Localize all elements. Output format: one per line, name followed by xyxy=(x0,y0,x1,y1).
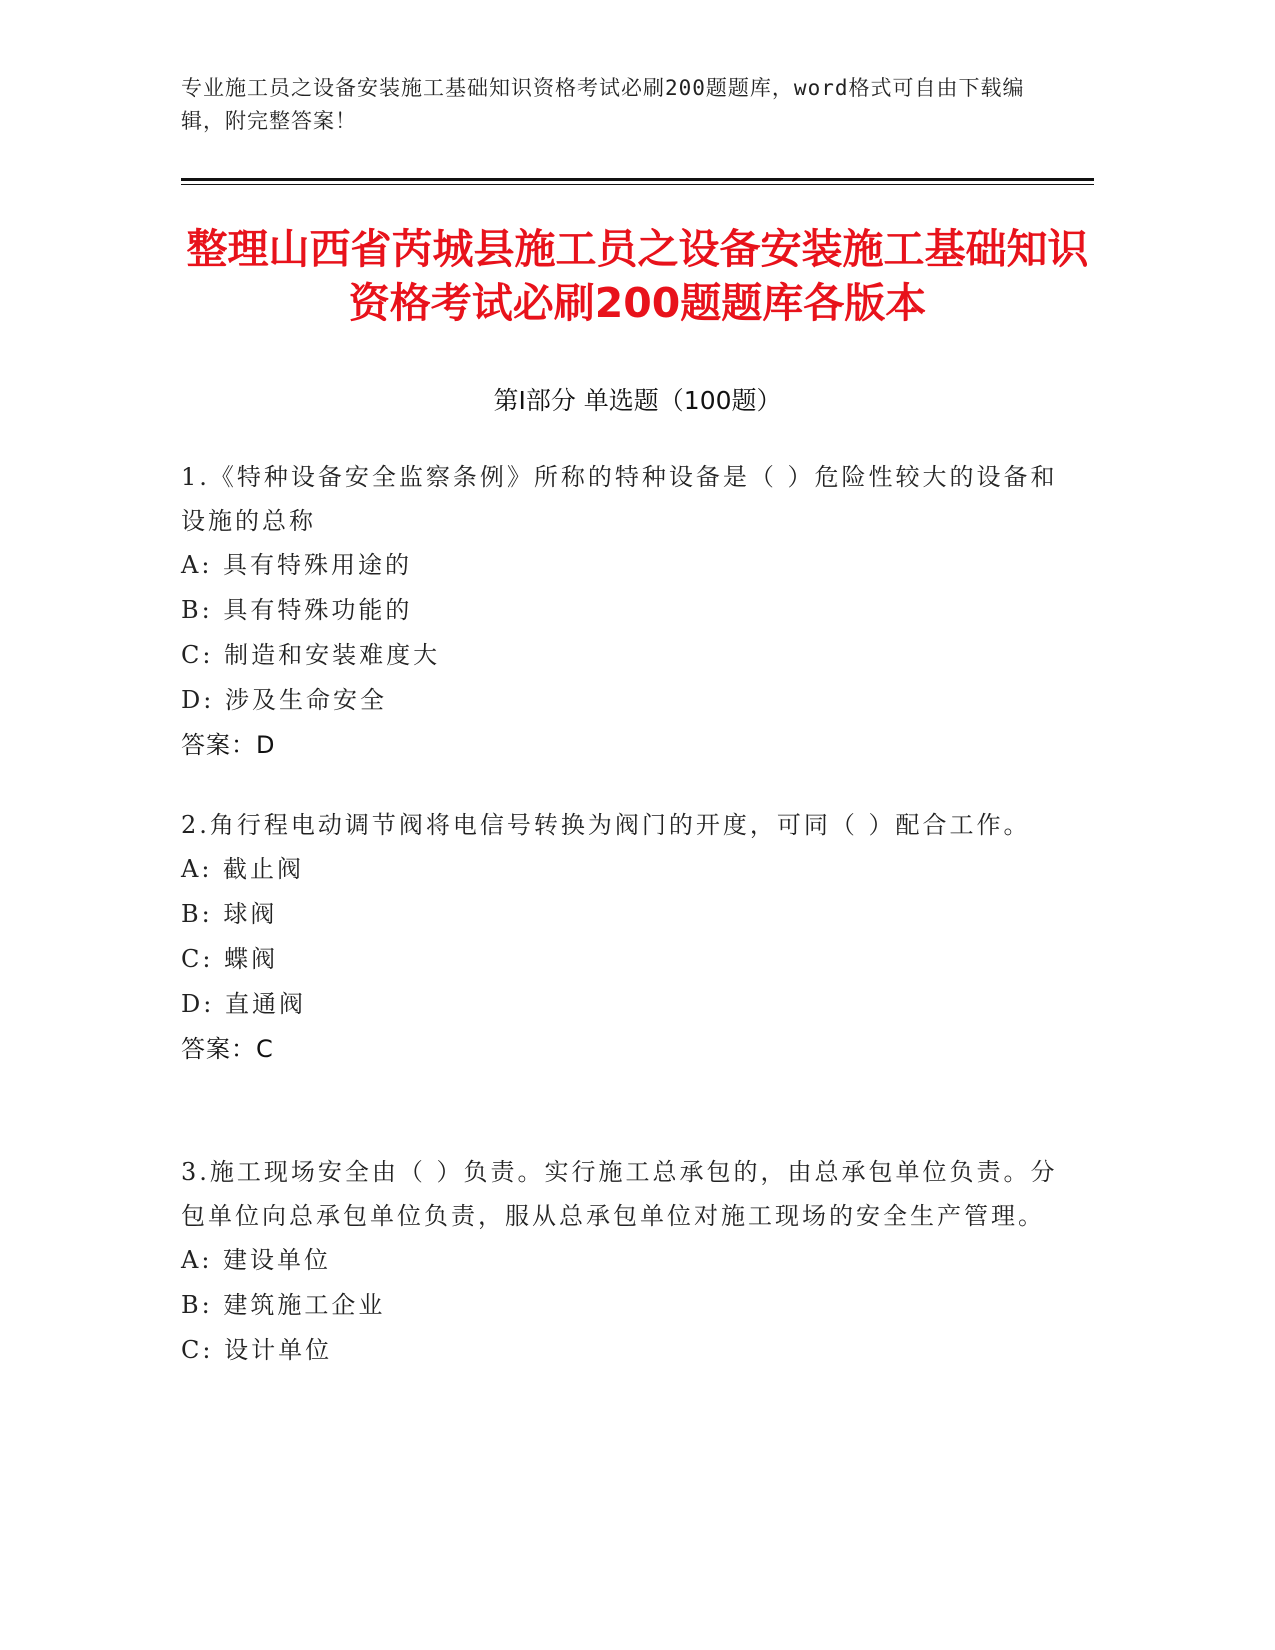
option-b: B: 建筑施工企业 xyxy=(181,1291,386,1319)
option-b: B: 具有特殊功能的 xyxy=(181,596,413,624)
option-c: C: 设计单位 xyxy=(181,1336,333,1364)
answer: 答案：D xyxy=(181,731,276,759)
document-title: 整理山西省芮城县施工员之设备安装施工基础知识资格考试必刷200题题库各版本 xyxy=(186,225,1089,327)
header-divider-thin xyxy=(181,184,1094,185)
option-a: A: 建设单位 xyxy=(181,1246,332,1274)
question-3 xyxy=(181,1150,1081,1373)
option-c: C: 蝶阀 xyxy=(181,945,279,973)
question-2 xyxy=(181,803,1081,1072)
option-b: B: 球阀 xyxy=(181,900,278,928)
option-c: C: 制造和安装难度大 xyxy=(181,641,441,669)
header-divider-thick xyxy=(181,178,1094,181)
header-note: 专业施工员之设备安装施工基础知识资格考试必刷200题题库，word格式可自由下载编辑，附完整答案！ xyxy=(181,76,1025,133)
section-title: 第Ⅰ部分 单选题（100题） xyxy=(493,386,782,415)
question-stem: 1.《特种设备安全监察条例》所称的特种设备是（ ）危险性较大的设备和设施的总称 xyxy=(181,463,1058,535)
option-a: A: 具有特殊用途的 xyxy=(181,551,413,579)
question-1 xyxy=(181,455,1081,768)
question-stem: 2.角行程电动调节阀将电信号转换为阀门的开度，可同（ ）配合工作。 xyxy=(181,811,1031,839)
option-d: D: 直通阀 xyxy=(181,990,306,1018)
option-d: D: 涉及生命安全 xyxy=(181,686,387,714)
answer: 答案：C xyxy=(181,1035,274,1063)
option-a: A: 截止阀 xyxy=(181,855,305,883)
question-stem: 3.施工现场安全由（ ）负责。实行施工总承包的，由总承包单位负责。分包单位向总承包单位负责，服从总承包单位对施工现场的安全生产管理。 xyxy=(181,1158,1058,1230)
